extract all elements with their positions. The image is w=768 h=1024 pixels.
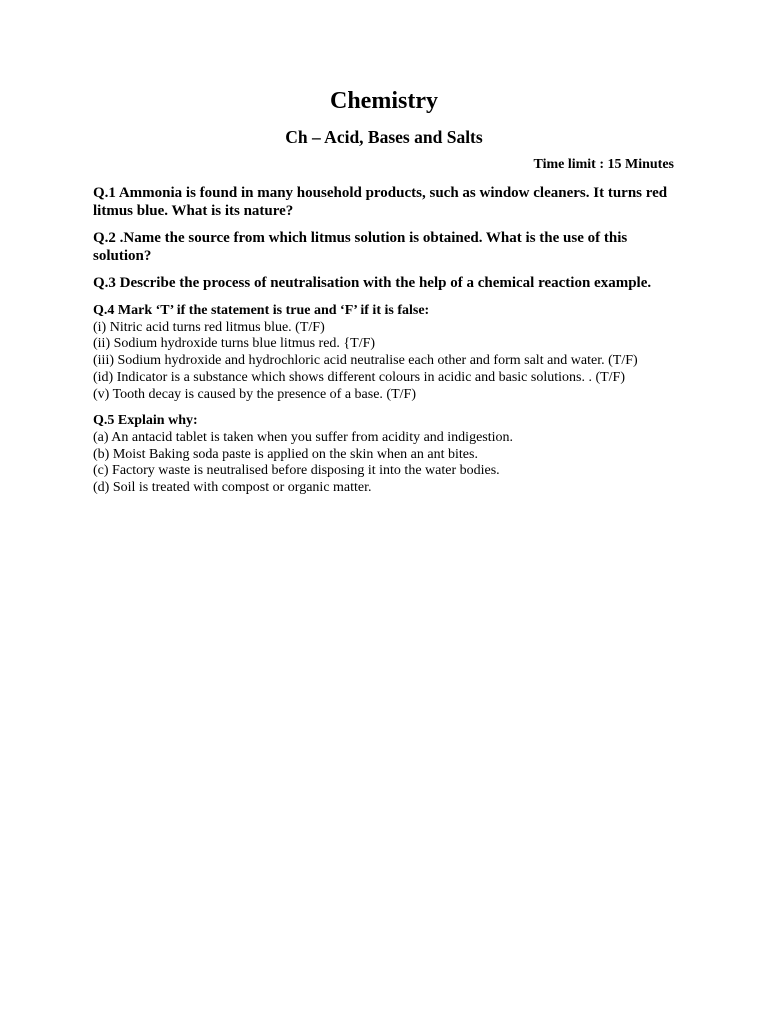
q5-item: (a) An antacid tablet is taken when you suffer from acidity and indigestion. — [93, 429, 514, 445]
question-5-block — [93, 413, 683, 497]
question-5-heading: Q.5 Explain why: — [93, 413, 198, 429]
q5-item: (b) Moist Baking soda paste is applied on the skin when an ant bites. — [93, 446, 478, 462]
q4-statement: (id) Indicator is a substance which shows different colours in acidic and basic solutions. . (T/F) — [93, 369, 626, 385]
q5-item: (c) Factory waste is neutralised before disposing it into the water bodies. — [93, 463, 500, 479]
question-2: Q.2 .Name the source from which litmus solution is obtained. What is the use of this solution? — [93, 230, 628, 264]
question-3: Q.3 Describe the process of neutralisation with the help of a chemical reaction example. — [93, 275, 652, 291]
questions-section — [93, 184, 683, 507]
page-title: Chemistry — [330, 88, 438, 114]
question-4-heading: Q.4 Mark ‘T’ if the statement is true and ‘F’ if it is false: — [93, 303, 430, 318]
q5-item: (d) Soil is treated with compost or organic matter. — [93, 480, 372, 496]
question-1: Q.1 Ammonia is found in many household products, such as window cleaners. It turns red litmus blue. What is its nature? — [93, 185, 668, 219]
q4-statement: (iii) Sodium hydroxide and hydrochloric acid neutralise each other and form salt and water. (T/F) — [93, 353, 638, 369]
chapter-subtitle: Ch – Acid, Bases and Salts — [285, 127, 483, 147]
q4-statement: (v) Tooth decay is caused by the presence of a base. (T/F) — [93, 386, 416, 402]
q4-statement: (ii) Sodium hydroxide turns blue litmus red. {T/F) — [93, 336, 376, 352]
q4-statement: (i) Nitric acid turns red litmus blue. (T/F) — [93, 319, 325, 335]
time-limit: Time limit : 15 Minutes — [533, 157, 674, 172]
question-4-block — [93, 303, 683, 403]
